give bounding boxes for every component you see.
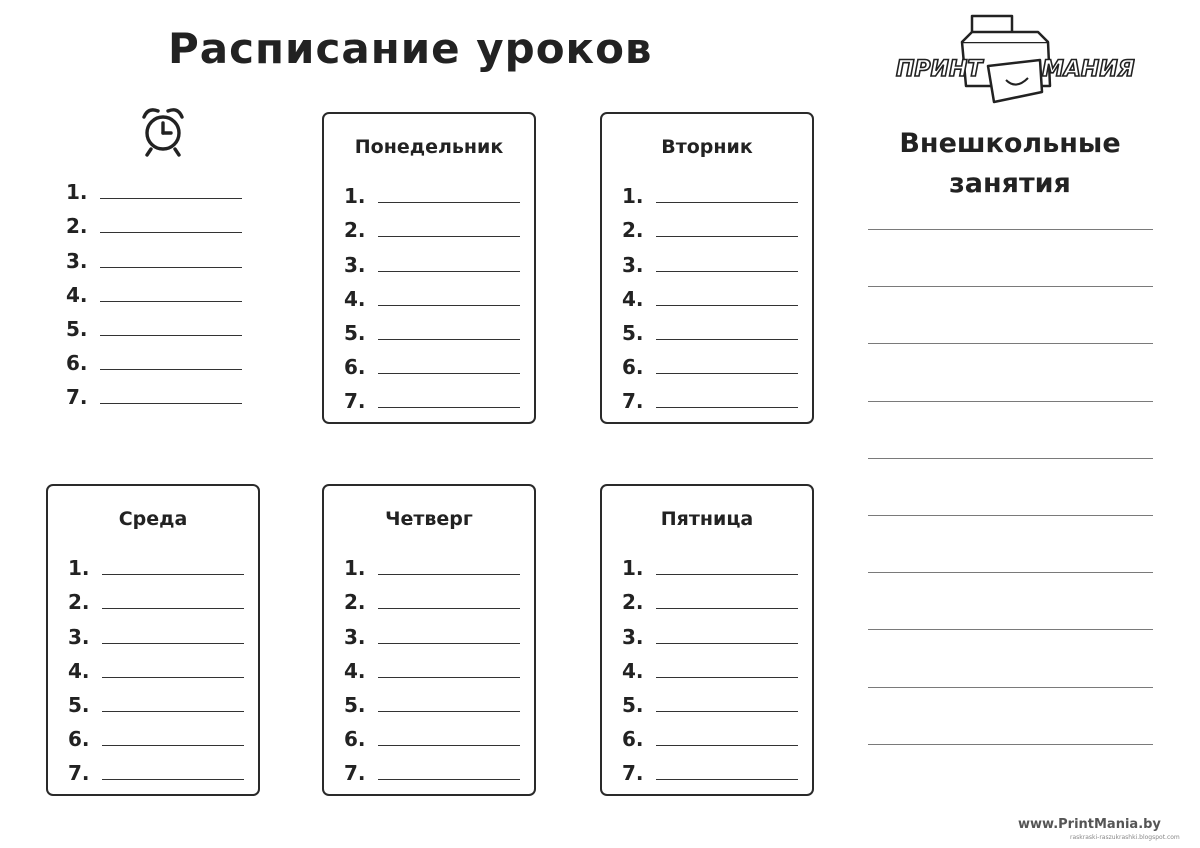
lesson-list xyxy=(622,546,798,785)
extracurricular-blank-line[interactable] xyxy=(868,515,1153,572)
lesson-blank-line[interactable] xyxy=(656,305,798,306)
lesson-number: 3. xyxy=(68,624,90,649)
lesson-row xyxy=(622,311,798,345)
page-title: Расписание уроков xyxy=(168,24,653,73)
lesson-number: 3. xyxy=(622,252,644,277)
lesson-blank-line[interactable] xyxy=(102,745,244,746)
lesson-number: 4. xyxy=(66,282,88,307)
extracurricular-blank-line[interactable] xyxy=(868,629,1153,686)
lesson-blank-line[interactable] xyxy=(656,271,798,272)
lesson-number: 1. xyxy=(622,184,644,209)
lesson-blank-line[interactable] xyxy=(100,301,242,302)
lesson-row xyxy=(622,208,798,242)
lesson-row xyxy=(344,311,520,345)
lesson-row xyxy=(622,683,798,717)
lesson-blank-line[interactable] xyxy=(656,339,798,340)
day-title: Пятница xyxy=(660,508,754,530)
lesson-blank-line[interactable] xyxy=(100,198,242,199)
lesson-number: 3. xyxy=(622,624,644,649)
day-card-thursday xyxy=(322,484,536,796)
lesson-list xyxy=(344,546,520,785)
lesson-row xyxy=(622,580,798,614)
lesson-number: 7. xyxy=(622,761,644,786)
lesson-number: 1. xyxy=(344,184,366,209)
lesson-row xyxy=(68,683,244,717)
lesson-row xyxy=(344,277,520,311)
lesson-number: 6. xyxy=(622,355,644,380)
lesson-row xyxy=(68,649,244,683)
lesson-number: 5. xyxy=(344,692,366,717)
lesson-row xyxy=(622,174,798,208)
lesson-number: 4. xyxy=(622,658,644,683)
lesson-row xyxy=(66,341,242,375)
lesson-row xyxy=(344,242,520,276)
lesson-blank-line[interactable] xyxy=(378,339,520,340)
lesson-row xyxy=(68,751,244,785)
logo-right-word: МАНИЯ xyxy=(1042,57,1135,82)
unnamed-schedule-column xyxy=(46,100,260,420)
lesson-number: 1. xyxy=(68,556,90,581)
lesson-row xyxy=(66,307,242,341)
lesson-list xyxy=(68,546,244,785)
extracurricular-title-line2: занятия xyxy=(949,168,1071,199)
lesson-blank-line[interactable] xyxy=(378,236,520,237)
lesson-blank-line[interactable] xyxy=(656,407,798,408)
lesson-list xyxy=(344,174,520,413)
lesson-row xyxy=(344,683,520,717)
lesson-blank-line[interactable] xyxy=(100,267,242,268)
lesson-row xyxy=(622,717,798,751)
lesson-blank-line[interactable] xyxy=(102,643,244,644)
lesson-row xyxy=(66,273,242,307)
lesson-blank-line[interactable] xyxy=(656,574,798,575)
day-title: Вторник xyxy=(661,136,753,158)
lesson-row xyxy=(622,751,798,785)
lesson-row xyxy=(66,170,242,204)
lesson-blank-line[interactable] xyxy=(378,711,520,712)
lesson-row xyxy=(66,375,242,409)
lesson-row xyxy=(68,614,244,648)
lesson-blank-line[interactable] xyxy=(656,608,798,609)
lesson-blank-line[interactable] xyxy=(378,574,520,575)
lesson-number: 2. xyxy=(622,218,644,243)
extracurricular-blank-line[interactable] xyxy=(868,458,1153,515)
lesson-number: 6. xyxy=(344,355,366,380)
lesson-blank-line[interactable] xyxy=(378,407,520,408)
lesson-blank-line[interactable] xyxy=(656,202,798,203)
lesson-list xyxy=(66,170,242,409)
day-card-monday xyxy=(322,112,536,424)
lesson-blank-line[interactable] xyxy=(102,608,244,609)
lesson-blank-line[interactable] xyxy=(102,574,244,575)
lesson-number: 6. xyxy=(66,351,88,376)
lesson-number: 2. xyxy=(66,214,88,239)
lesson-number: 6. xyxy=(344,727,366,752)
lesson-row xyxy=(622,345,798,379)
extracurricular-blank-line[interactable] xyxy=(868,401,1153,458)
lesson-blank-line[interactable] xyxy=(656,745,798,746)
logo-left-word: ПРИНТ xyxy=(896,57,983,82)
lesson-list xyxy=(622,174,798,413)
lesson-row xyxy=(622,242,798,276)
lesson-number: 2. xyxy=(344,590,366,615)
lesson-blank-line[interactable] xyxy=(102,677,244,678)
printmania-logo xyxy=(890,10,1135,110)
lesson-row xyxy=(622,649,798,683)
extracurricular-blank-line[interactable] xyxy=(868,343,1153,400)
lesson-row xyxy=(68,580,244,614)
lesson-blank-line[interactable] xyxy=(102,779,244,780)
extracurricular-lines xyxy=(868,229,1153,801)
lesson-row xyxy=(344,208,520,242)
lesson-blank-line[interactable] xyxy=(100,335,242,336)
lesson-number: 3. xyxy=(344,252,366,277)
lesson-blank-line[interactable] xyxy=(378,271,520,272)
lesson-number: 1. xyxy=(344,556,366,581)
lesson-blank-line[interactable] xyxy=(656,779,798,780)
extracurricular-blank-line[interactable] xyxy=(868,744,1153,801)
source-credit: raskraski-raszukrashki.blogspot.com xyxy=(1070,834,1180,841)
extracurricular-title-line1: Внешкольные xyxy=(899,128,1121,159)
lesson-number: 7. xyxy=(68,761,90,786)
lesson-row xyxy=(344,614,520,648)
lesson-row xyxy=(344,751,520,785)
lesson-number: 3. xyxy=(344,624,366,649)
extracurricular-title xyxy=(860,124,1160,204)
extracurricular-blank-line[interactable] xyxy=(868,687,1153,744)
lesson-blank-line[interactable] xyxy=(378,745,520,746)
lesson-blank-line[interactable] xyxy=(378,779,520,780)
lesson-blank-line[interactable] xyxy=(656,373,798,374)
lesson-row xyxy=(622,277,798,311)
extracurricular-blank-line[interactable] xyxy=(868,572,1153,629)
lesson-number: 1. xyxy=(66,180,88,205)
day-card-wednesday xyxy=(46,484,260,796)
lesson-row xyxy=(344,379,520,413)
lesson-blank-line[interactable] xyxy=(656,643,798,644)
lesson-number: 1. xyxy=(622,556,644,581)
lesson-blank-line[interactable] xyxy=(656,236,798,237)
lesson-row xyxy=(344,546,520,580)
lesson-row xyxy=(344,580,520,614)
day-title: Понедельник xyxy=(354,136,504,158)
lesson-number: 2. xyxy=(344,218,366,243)
lesson-blank-line[interactable] xyxy=(100,232,242,233)
lesson-number: 4. xyxy=(344,286,366,311)
lesson-number: 7. xyxy=(622,389,644,414)
lesson-number: 5. xyxy=(622,692,644,717)
extracurricular-blank-line[interactable] xyxy=(868,229,1153,286)
lesson-blank-line[interactable] xyxy=(378,677,520,678)
lesson-number: 5. xyxy=(622,320,644,345)
lesson-blank-line[interactable] xyxy=(100,369,242,370)
lesson-number: 6. xyxy=(68,727,90,752)
lesson-number: 4. xyxy=(622,286,644,311)
lesson-blank-line[interactable] xyxy=(378,305,520,306)
lesson-row xyxy=(66,204,242,238)
lesson-number: 5. xyxy=(344,320,366,345)
lesson-row xyxy=(622,546,798,580)
lesson-number: 5. xyxy=(68,692,90,717)
day-title: Четверг xyxy=(385,508,473,530)
lesson-row xyxy=(68,717,244,751)
lesson-number: 6. xyxy=(622,727,644,752)
lesson-number: 3. xyxy=(66,248,88,273)
lesson-row xyxy=(68,546,244,580)
website-watermark: www.PrintMania.by xyxy=(1018,817,1161,832)
lesson-blank-line[interactable] xyxy=(100,403,242,404)
lesson-number: 2. xyxy=(622,590,644,615)
lesson-number: 7. xyxy=(66,385,88,410)
lesson-row xyxy=(344,345,520,379)
lesson-blank-line[interactable] xyxy=(378,608,520,609)
lesson-blank-line[interactable] xyxy=(378,373,520,374)
lesson-number: 4. xyxy=(344,658,366,683)
lesson-row xyxy=(344,174,520,208)
lesson-blank-line[interactable] xyxy=(656,711,798,712)
lesson-row xyxy=(622,379,798,413)
lesson-row xyxy=(344,649,520,683)
day-card-friday xyxy=(600,484,814,796)
lesson-number: 4. xyxy=(68,658,90,683)
lesson-number: 7. xyxy=(344,761,366,786)
alarm-clock-icon xyxy=(138,103,188,159)
lesson-blank-line[interactable] xyxy=(656,677,798,678)
lesson-row xyxy=(344,717,520,751)
lesson-blank-line[interactable] xyxy=(102,711,244,712)
extracurricular-blank-line[interactable] xyxy=(868,286,1153,343)
lesson-row xyxy=(622,614,798,648)
lesson-number: 5. xyxy=(66,316,88,341)
day-card-tuesday xyxy=(600,112,814,424)
lesson-blank-line[interactable] xyxy=(378,202,520,203)
lesson-number: 7. xyxy=(344,389,366,414)
day-title: Среда xyxy=(118,508,188,530)
lesson-row xyxy=(66,238,242,272)
lesson-blank-line[interactable] xyxy=(378,643,520,644)
lesson-number: 2. xyxy=(68,590,90,615)
